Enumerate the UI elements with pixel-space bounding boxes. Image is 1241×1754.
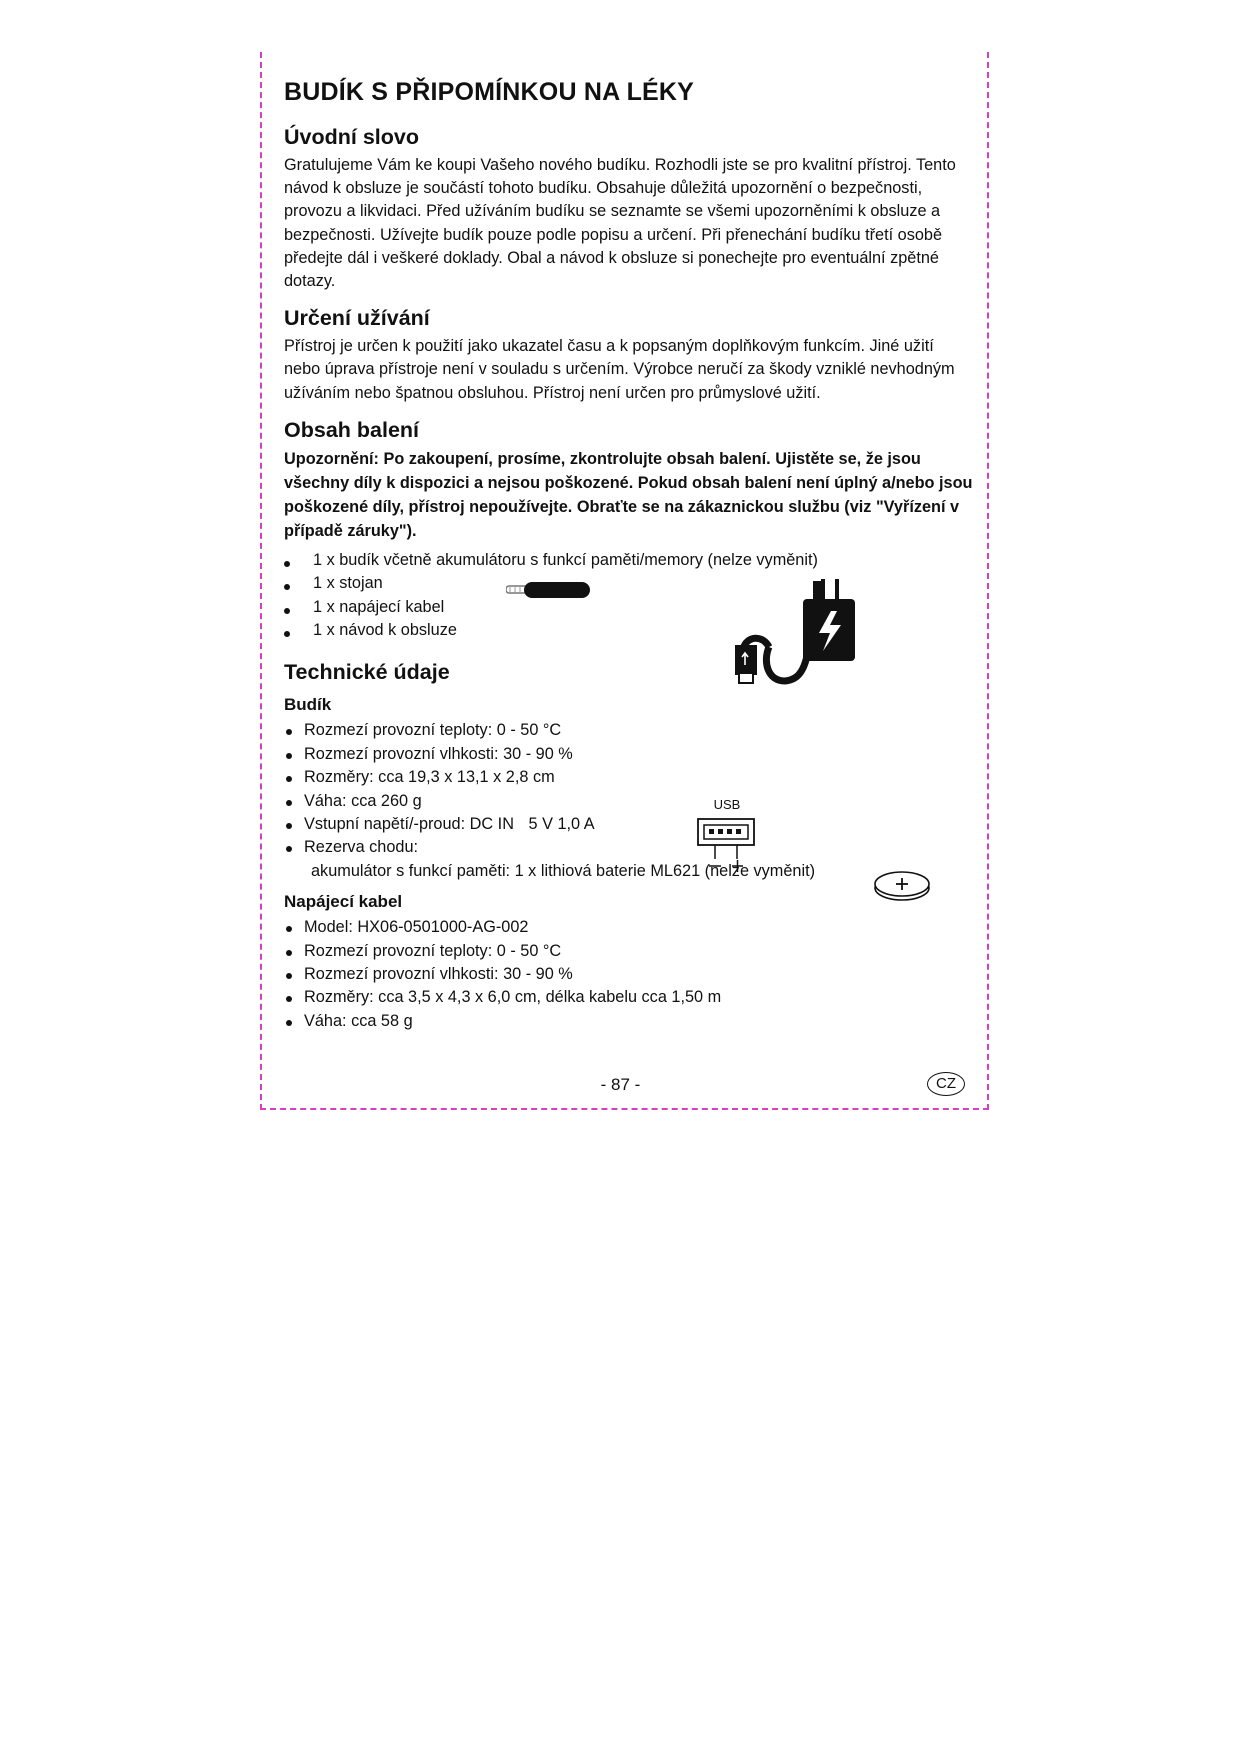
list-item: 1 x návod k obsluze: [284, 619, 974, 642]
clock-heading: Budík: [284, 695, 332, 715]
clock-spec-list: [284, 719, 974, 859]
list-item: Rezerva chodu:: [284, 836, 974, 859]
list-item: Model: HX06-0501000-AG-002: [284, 916, 974, 939]
list-item: Rozměry: cca 3,5 x 4,3 x 6,0 cm, délka kabelu cca 1,50 m: [284, 986, 974, 1009]
intro-heading: Úvodní slovo: [284, 125, 419, 149]
reserve-value: akumulátor s funkcí paměti: 1 x lithiová baterie ML621 (nelze vyměnit): [311, 861, 816, 880]
coin-battery-icon: [872, 868, 932, 904]
page-number: - 87 -: [600, 1075, 641, 1094]
list-item: 1 x budík včetně akumulátoru s funkcí paměti/memory (nelze vyměnit): [284, 549, 974, 572]
intro-text: Gratulujeme Vám ke koupi Vašeho nového budíku. Rozhodli jste se pro kvalitní přístroj. Tento návod k obsluze je součástí tohoto budíku. Obsahuje důležitá upozornění o bezpečnosti, provozu a likvidaci. Před užíváním budíku se seznamte se všemi upozorněními k obsluze a bezpečnosti. Užívejte budík pouze podle popisu a určení. Při přenechání budíku třetí osobě předejte dál i veškeré doklady. Obal a návod k obsluze si ponechejte pro eventuální zpětné dotazy.: [284, 156, 956, 291]
usage-heading: Určení užívání: [284, 306, 430, 331]
list-item: Rozměry: cca 19,3 x 13,1 x 2,8 cm: [284, 766, 974, 789]
package-heading: Obsah balení: [284, 417, 420, 442]
document-title: BUDÍK S PŘIPOMÍNKOU NA LÉKY: [284, 78, 695, 106]
package-list: [284, 549, 974, 643]
package-section: [284, 418, 974, 643]
usb-port-icon: [696, 817, 758, 873]
list-item: Rozmezí provozní vlhkosti: 30 - 90 %: [284, 963, 974, 986]
document-content: [284, 70, 974, 1046]
input-label: Vstupní napětí/-proud: DC IN: [304, 815, 514, 834]
cable-heading: Napájecí kabel: [284, 892, 403, 912]
package-warning: Upozornění: Po zakoupení, prosíme, zkontrolujte obsah balení. Ujistěte se, že jsou všechny díly k dispozici a nejsou poškozené. Pokud obsah balení není úplný a/nebo jsou poškozené díly, přístroj nepoužívejte. Obraťte se na zákaznickou službu (viz "Vyřízení v případě záruky").: [284, 449, 973, 540]
list-item: 1 x napájecí kabel: [284, 596, 974, 619]
list-item: 1 x stojan: [284, 572, 974, 595]
list-item: [284, 813, 974, 836]
intro-section: [284, 125, 974, 293]
list-item: Rozmezí provozní vlhkosti: 30 - 90 %: [284, 743, 974, 766]
usage-text: Přístroj je určen k použití jako ukazatel času a k popsaným doplňkovým funkcím. Jiné užití nebo úprava přístroje není v souladu s určením. Výrobce neručí za škody vzniklé nevhodným užíváním nebo špatnou obsluhou. Přístroj není určen pro průmyslové užití.: [284, 337, 955, 402]
list-item: Váha: cca 58 g: [284, 1010, 974, 1033]
list-item: Rozmezí provozní teploty: 0 - 50 °C: [284, 940, 974, 963]
language-badge: CZ: [927, 1072, 965, 1096]
usb-label: USB: [713, 797, 741, 812]
power-adapter-figure: [733, 577, 855, 691]
list-item: Rozmezí provozní teploty: 0 - 50 °C: [284, 719, 974, 742]
cable-spec-list: [284, 916, 974, 1033]
usage-section: [284, 306, 974, 405]
stand-figure: [506, 580, 592, 600]
specs-section: [284, 660, 974, 1033]
list-item: Váha: cca 260 g: [284, 790, 974, 813]
specs-heading: Technické údaje: [284, 660, 450, 685]
input-value: 5 V 1,0 A: [528, 815, 595, 834]
